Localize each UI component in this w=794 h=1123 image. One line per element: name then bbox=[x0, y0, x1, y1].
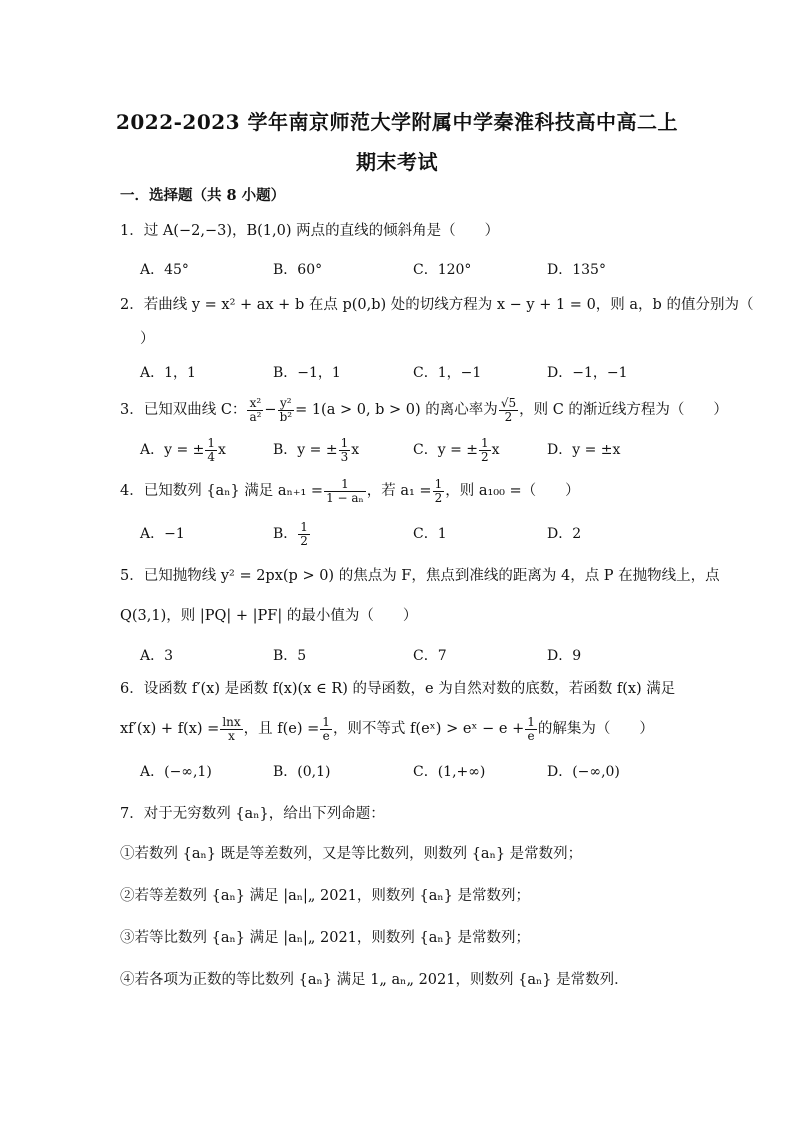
fraction bbox=[499, 397, 518, 424]
fraction bbox=[278, 397, 295, 424]
question-2-text-cont: ） bbox=[140, 331, 155, 347]
option-text: x bbox=[218, 442, 226, 458]
question-5-text-cont: Q(3,1)，则 |PQ| + |PF| 的最小值为（ ） bbox=[120, 608, 418, 624]
question-6-text: 6．设函数 f′(x) 是函数 f(x)(x ∈ R) 的导函数，e 为自然对数的底数，若函数 f(x) 满足 bbox=[120, 681, 676, 697]
fraction bbox=[220, 716, 242, 743]
fraction bbox=[479, 437, 491, 464]
denominator: a² bbox=[249, 409, 262, 424]
option-b: B．5 bbox=[273, 648, 307, 664]
proposition-2: ②若等差数列 {aₙ} 满足 |aₙ|„ 2021，则数列 {aₙ} 是常数列； bbox=[120, 888, 530, 904]
numerator: 1 bbox=[340, 435, 349, 450]
option-a: A．−1 bbox=[140, 526, 185, 542]
q6-mid: ，则不等式 f(eˣ) > eˣ − e + bbox=[332, 721, 525, 737]
option-text: x bbox=[491, 442, 500, 458]
question-3-options bbox=[140, 434, 660, 466]
numerator: 1 bbox=[300, 519, 308, 534]
denominator: e bbox=[527, 728, 535, 743]
proposition-4: ④若各项为正数的等比数列 {aₙ} 满足 1„ aₙ„ 2021，则数列 {aₙ} 是常数列． bbox=[120, 972, 629, 988]
option-a: A．1，1 bbox=[140, 365, 196, 381]
numerator: 1 bbox=[207, 435, 216, 450]
option-c: C．1，−1 bbox=[413, 365, 482, 381]
option-d: D．y = ±x bbox=[547, 442, 621, 458]
numerator: y² bbox=[278, 397, 295, 411]
denominator: e bbox=[322, 728, 330, 743]
numerator: 1 bbox=[480, 435, 489, 450]
denominator: 4 bbox=[207, 449, 216, 464]
question-5-options bbox=[140, 645, 660, 665]
numerator: lnx bbox=[222, 714, 241, 729]
question-6-options bbox=[140, 761, 660, 781]
numerator: x² bbox=[247, 397, 263, 411]
q3-minus: − bbox=[264, 402, 277, 418]
option-b: B．−1，1 bbox=[273, 365, 341, 381]
fraction bbox=[320, 716, 332, 743]
q6-post: 的解集为（ ） bbox=[537, 721, 654, 737]
option-a: A．(−∞,1) bbox=[140, 764, 212, 780]
option-d: D．9 bbox=[547, 648, 582, 664]
option-d: D．(−∞,0) bbox=[547, 764, 620, 780]
denominator: 2 bbox=[504, 409, 513, 424]
q4-mid: ，若 a₁ = bbox=[366, 483, 432, 499]
numerator: 1 bbox=[434, 476, 443, 491]
question-4-options bbox=[140, 518, 660, 550]
denominator: 2 bbox=[480, 449, 489, 464]
q6-mid: ，且 f(e) = bbox=[243, 721, 320, 737]
numerator: 1 bbox=[527, 714, 535, 729]
option-text: B． bbox=[273, 526, 298, 542]
question-7-text: 7．对于无穷数列 {aₙ}，给出下列命题： bbox=[120, 806, 385, 822]
denominator: b² bbox=[279, 409, 293, 424]
denominator: x bbox=[228, 728, 235, 743]
q3-post: ，则 C 的渐近线方程为（ ） bbox=[519, 402, 728, 418]
fraction bbox=[525, 716, 537, 743]
option-text: x bbox=[351, 442, 360, 458]
proposition-1: ①若数列 {aₙ} 既是等差数列，又是等比数列，则数列 {aₙ} 是常数列； bbox=[120, 846, 583, 862]
fraction bbox=[298, 521, 310, 548]
option-b: B．(0,1) bbox=[273, 764, 331, 780]
page-title: 2022-2023 学年南京师范大学附属中学秦淮科技高中高二上 bbox=[115, 110, 679, 134]
proposition-3: ③若等比数列 {aₙ} 满足 |aₙ|„ 2021，则数列 {aₙ} 是常数列； bbox=[120, 930, 530, 946]
q4-pre: 4．已知数列 {aₙ} 满足 aₙ₊₁ = bbox=[120, 483, 324, 499]
question-5-text: 5．已知抛物线 y² = 2px(p > 0) 的焦点为 F，焦点到准线的距离为 4，点 P 在抛物线上，点 bbox=[120, 568, 720, 584]
option-d: D．2 bbox=[547, 526, 582, 542]
option-text: C．y = ± bbox=[413, 442, 478, 458]
section-heading: 一．选择题（共 8 小题） bbox=[120, 187, 286, 204]
option-c bbox=[413, 434, 500, 466]
option-a: A．45° bbox=[140, 262, 189, 278]
page-subtitle: 期末考试 bbox=[356, 150, 438, 174]
fraction bbox=[205, 437, 217, 464]
denominator: 3 bbox=[340, 449, 349, 464]
fraction bbox=[433, 478, 445, 505]
question-2-options bbox=[140, 362, 660, 382]
option-c: C．120° bbox=[413, 262, 472, 278]
denominator: 2 bbox=[300, 533, 308, 548]
q3-mid: = 1(a > 0, b > 0) 的离心率为 bbox=[295, 402, 498, 418]
option-b: B．60° bbox=[273, 262, 323, 278]
option-text: B．y = ± bbox=[273, 442, 338, 458]
question-3-text bbox=[120, 393, 728, 427]
option-d: D．−1，−1 bbox=[547, 365, 628, 381]
denominator: 1 − aₙ bbox=[326, 490, 364, 505]
q6-pre: xf′(x) + f(x) = bbox=[120, 721, 220, 737]
question-2-text: 2．若曲线 y = x² + ax + b 在点 p(0,b) 处的切线方程为 x − y + 1 = 0，则 a，b 的值分别为（ bbox=[120, 297, 754, 313]
denominator: 2 bbox=[434, 490, 443, 505]
q3-pre: 3．已知双曲线 C： bbox=[120, 402, 247, 418]
numerator: √5 bbox=[500, 395, 517, 410]
q4-post: ，则 a₁₀₀ =（ ） bbox=[445, 483, 580, 499]
option-c: C．(1,+∞) bbox=[413, 764, 486, 780]
question-6-text-cont bbox=[120, 712, 654, 746]
fraction bbox=[339, 437, 351, 464]
option-a bbox=[140, 434, 226, 466]
option-text: A．y = ± bbox=[140, 442, 205, 458]
option-c: C．7 bbox=[413, 648, 447, 664]
question-4-text bbox=[120, 474, 580, 508]
option-b bbox=[273, 434, 359, 466]
option-c: C．1 bbox=[413, 526, 447, 542]
numerator: 1 bbox=[322, 714, 330, 729]
option-b bbox=[273, 518, 311, 550]
numerator: 1 bbox=[324, 478, 366, 492]
option-a: A．3 bbox=[140, 648, 174, 664]
question-1-options bbox=[140, 259, 660, 279]
fraction bbox=[247, 397, 263, 424]
option-d: D．135° bbox=[547, 262, 606, 278]
question-1-text: 1．过 A(−2,−3)，B(1,0) 两点的直线的倾斜角是（ ） bbox=[120, 223, 500, 239]
fraction bbox=[324, 478, 366, 505]
